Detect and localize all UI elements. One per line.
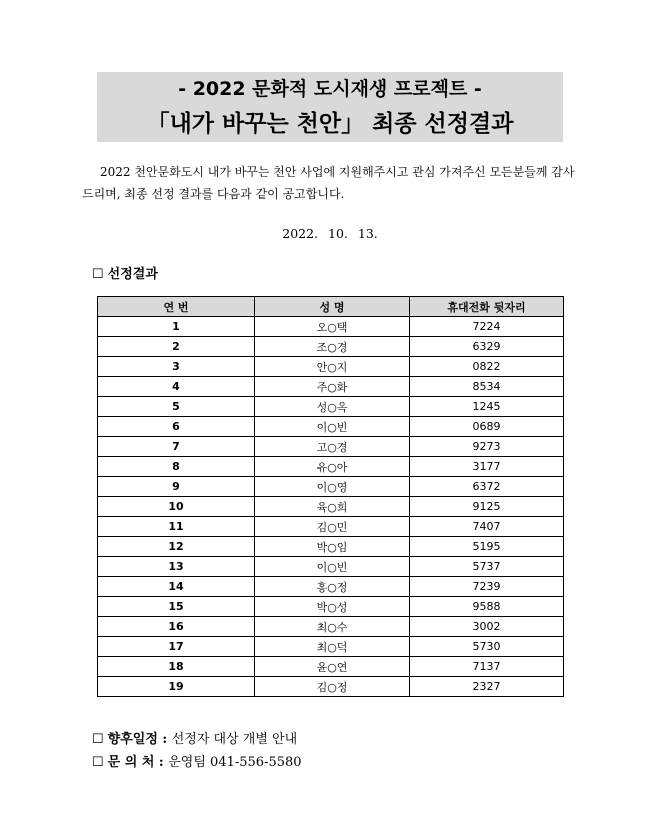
row-number: 14 — [98, 577, 255, 597]
row-name: 이○빈 — [255, 557, 410, 577]
row-number: 5 — [98, 397, 255, 417]
row-name: 조○경 — [255, 337, 410, 357]
row-name: 육○희 — [255, 497, 410, 517]
row-number: 3 — [98, 357, 255, 377]
row-name: 오○택 — [255, 317, 410, 337]
row-phone-suffix: 3177 — [410, 457, 564, 477]
table-row — [98, 497, 564, 517]
row-name: 성○옥 — [255, 397, 410, 417]
table-row — [98, 597, 564, 617]
row-name: 안○지 — [255, 357, 410, 377]
row-phone-suffix: 3002 — [410, 617, 564, 637]
results-table-body — [98, 317, 564, 697]
announcement-date: 2022. 10. 13. — [282, 226, 378, 241]
table-row — [98, 557, 564, 577]
table-row — [98, 317, 564, 337]
table-row — [98, 577, 564, 597]
row-name: 최○수 — [255, 617, 410, 637]
row-number: 4 — [98, 377, 255, 397]
row-phone-suffix: 6329 — [410, 337, 564, 357]
followup-separator: : — [157, 732, 172, 747]
table-row — [98, 537, 564, 557]
table-row — [98, 417, 564, 437]
row-number: 12 — [98, 537, 255, 557]
table-row — [98, 357, 564, 377]
header-phone-suffix: 휴대전화 뒷자리 — [410, 297, 564, 317]
row-phone-suffix: 2327 — [410, 677, 564, 697]
table-row — [98, 617, 564, 637]
row-number: 16 — [98, 617, 255, 637]
results-table — [97, 296, 564, 697]
row-number: 1 — [98, 317, 255, 337]
row-name: 박○임 — [255, 537, 410, 557]
row-phone-suffix: 5195 — [410, 537, 564, 557]
row-number: 6 — [98, 417, 255, 437]
row-phone-suffix: 9125 — [410, 497, 564, 517]
row-number: 15 — [98, 597, 255, 617]
row-phone-suffix: 7224 — [410, 317, 564, 337]
title-banner — [97, 72, 563, 142]
row-name: 홍○정 — [255, 577, 410, 597]
row-phone-suffix: 6372 — [410, 477, 564, 497]
row-phone-suffix: 1245 — [410, 397, 564, 417]
row-name: 윤○연 — [255, 657, 410, 677]
row-phone-suffix: 7239 — [410, 577, 564, 597]
row-number: 17 — [98, 637, 255, 657]
row-phone-suffix: 9588 — [410, 597, 564, 617]
header-number: 연 번 — [98, 297, 255, 317]
contact-label: 문 의 처 — [107, 755, 155, 770]
intro-paragraph: 2022 천안문화도시 내가 바꾸는 천안 사업에 지원해주시고 관심 가져주신 모든분들께 감사드리며, 최종 선정 결과를 다음과 같이 공고합니다. — [82, 165, 575, 201]
row-name: 박○성 — [255, 597, 410, 617]
row-name: 김○정 — [255, 677, 410, 697]
row-phone-suffix: 8534 — [410, 377, 564, 397]
row-name: 이○영 — [255, 477, 410, 497]
title-line-1: - 2022 문화적 도시재생 프로젝트 - — [178, 78, 482, 100]
table-row — [98, 457, 564, 477]
row-phone-suffix: 7137 — [410, 657, 564, 677]
row-number: 11 — [98, 517, 255, 537]
contact-value: 운영팀 041-556-5580 — [168, 755, 302, 770]
table-row — [98, 377, 564, 397]
row-number: 9 — [98, 477, 255, 497]
table-row — [98, 477, 564, 497]
followup-line — [92, 731, 297, 749]
header-name: 성 명 — [255, 297, 410, 317]
row-phone-suffix: 5730 — [410, 637, 564, 657]
row-phone-suffix: 0689 — [410, 417, 564, 437]
row-phone-suffix: 9273 — [410, 437, 564, 457]
checkbox-icon: ☐ — [92, 755, 104, 770]
row-phone-suffix: 7407 — [410, 517, 564, 537]
table-row — [98, 437, 564, 457]
row-number: 19 — [98, 677, 255, 697]
checkbox-icon: ☐ — [92, 267, 104, 282]
row-number: 13 — [98, 557, 255, 577]
table-row — [98, 677, 564, 697]
row-number: 10 — [98, 497, 255, 517]
table-row — [98, 397, 564, 417]
followup-value: 선정자 대상 개별 안내 — [171, 732, 298, 747]
row-name: 주○화 — [255, 377, 410, 397]
table-row — [98, 637, 564, 657]
row-number: 7 — [98, 437, 255, 457]
row-phone-suffix: 5737 — [410, 557, 564, 577]
row-name: 이○빈 — [255, 417, 410, 437]
table-row — [98, 337, 564, 357]
title-line-2: 「내가 바꾸는 천안」 최종 선정결과 — [146, 111, 514, 137]
contact-separator: : — [154, 755, 169, 770]
results-heading-label: 선정결과 — [107, 267, 158, 282]
checkbox-icon: ☐ — [92, 732, 104, 747]
contact-line — [92, 754, 302, 772]
row-name: 유○아 — [255, 457, 410, 477]
table-row — [98, 517, 564, 537]
row-name: 고○경 — [255, 437, 410, 457]
row-number: 8 — [98, 457, 255, 477]
table-row — [98, 657, 564, 677]
row-name: 최○덕 — [255, 637, 410, 657]
row-name: 김○민 — [255, 517, 410, 537]
results-heading — [92, 266, 158, 284]
table-header-row — [98, 297, 564, 317]
row-number: 2 — [98, 337, 255, 357]
row-phone-suffix: 0822 — [410, 357, 564, 377]
row-number: 18 — [98, 657, 255, 677]
followup-label: 향후일정 — [107, 732, 158, 747]
